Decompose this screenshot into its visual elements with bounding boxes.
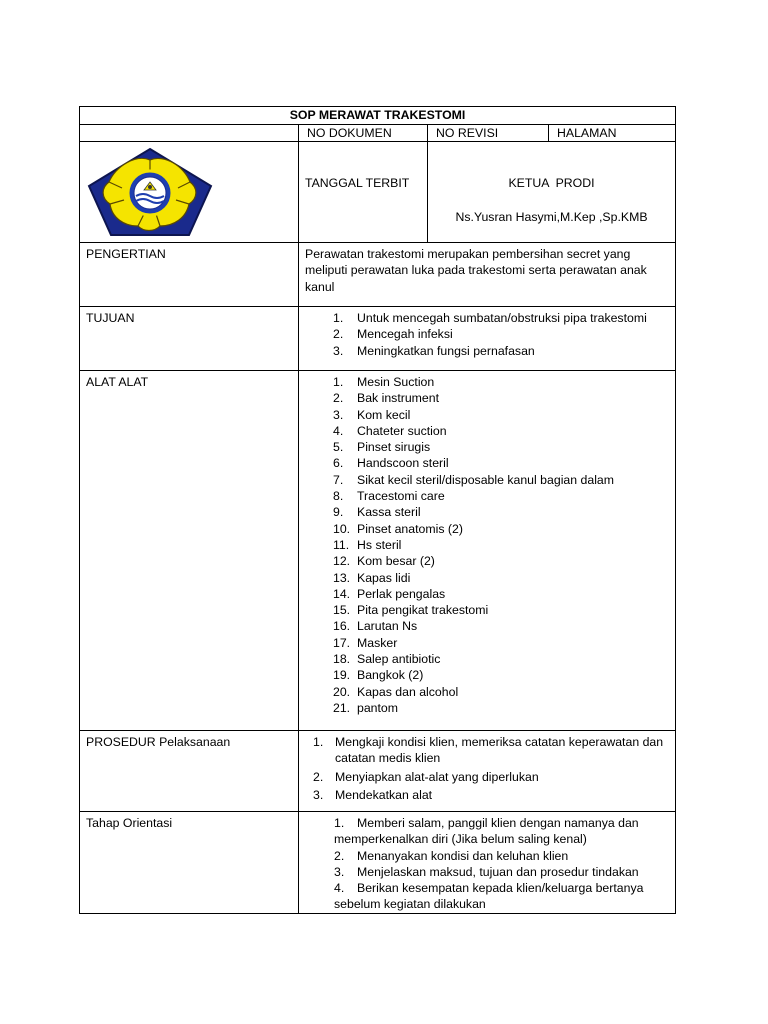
sop-table (79, 106, 676, 914)
alat-list (305, 374, 669, 716)
list-item: 4. Berikan kesempatan kepada klien/keluarga bertanya sebelum kegiatan dilakukan (334, 881, 644, 912)
list-item: 4. Chateter suction (333, 423, 447, 438)
list-item: 10. Pinset anatomis (2) (333, 521, 463, 536)
list-item: 1. Untuk mencegah sumbatan/obstruksi pipa trakestomi (333, 311, 647, 325)
pengertian-text: Perawatan trakestomi merupakan pembersihan secret yang meliputi perawatan luka pada trakestomi serta perawatan anak kanul (299, 243, 676, 307)
halaman-label: HALAMAN (549, 125, 676, 142)
empty-header-cell (80, 125, 299, 142)
list-item: 20. Kapas dan alcohol (333, 684, 459, 699)
tujuan-content (299, 307, 676, 371)
logo-cell (80, 142, 299, 243)
list-item: 2. Mencegah infeksi (333, 327, 453, 342)
orientasi-content (299, 812, 676, 914)
list-item: 1. Mengkaji kondisi klien, memeriksa catatan keperawatan dan catatan medis klien (313, 735, 664, 766)
list-item: 7. Sikat kecil steril/disposable kanul bagian dalam (333, 472, 615, 487)
alat-label: ALAT ALAT (80, 371, 299, 731)
prosedur-content (299, 731, 676, 812)
alat-content (299, 371, 676, 731)
ketua-prodi-cell (428, 142, 676, 243)
list-item: 3. Menjelaskan maksud, tujuan dan prosedur tindakan (334, 864, 639, 879)
pengertian-label: PENGERTIAN (80, 243, 299, 307)
list-item: 21. pantom (333, 700, 399, 715)
ketua-prodi-label: KETUA PRODI (508, 176, 595, 190)
list-item: 6. Handscoon steril (333, 456, 449, 471)
list-item: 16. Larutan Ns (333, 619, 418, 634)
list-item: 11. Hs steril (333, 537, 402, 552)
list-item: 18. Salep antibiotic (333, 652, 441, 667)
document-title: SOP MERAWAT TRAKESTOMI (80, 107, 676, 125)
list-item: 1. Mesin Suction (333, 375, 435, 389)
no-revisi-label: NO REVISI (428, 125, 549, 142)
list-item: 13. Kapas lidi (333, 570, 411, 585)
list-item: 5. Pinset sirugis (333, 440, 431, 455)
ketua-prodi-name: Ns.Yusran Hasymi,M.Kep ,Sp.KMB (455, 210, 648, 225)
list-item: 14. Perlak pengalas (333, 586, 446, 601)
list-item: 1. Memberi salam, panggil klien dengan namanya dan memperkenalkan diri (Jika belum saling kenal) (334, 816, 639, 847)
institution-logo (86, 146, 214, 238)
list-item: 8. Tracestomi care (333, 489, 445, 504)
list-item: 15. Pita pengikat trakestomi (333, 603, 489, 618)
list-item: 3. Mendekatkan alat (313, 787, 433, 802)
list-item: 19. Bangkok (2) (333, 668, 424, 683)
list-item: 2. Bak instrument (333, 391, 440, 406)
tanggal-terbit-label: TANGGAL TERBIT (299, 142, 428, 243)
list-item: 17. Masker (333, 635, 398, 650)
prosedur-label: PROSEDUR Pelaksanaan (80, 731, 299, 812)
orientasi-label: Tahap Orientasi (80, 812, 299, 914)
orientasi-list (305, 815, 669, 913)
tujuan-list (305, 310, 669, 359)
list-item: 9. Kassa steril (333, 505, 421, 520)
list-item: 3. Meningkatkan fungsi pernafasan (333, 343, 535, 358)
no-dokumen-label: NO DOKUMEN (299, 125, 428, 142)
prosedur-list (305, 734, 669, 803)
list-item: 12. Kom besar (2) (333, 554, 435, 569)
tujuan-label: TUJUAN (80, 307, 299, 371)
list-item: 2. Menanyakan kondisi dan keluhan klien (334, 848, 569, 863)
list-item: 3. Kom kecil (333, 407, 411, 422)
list-item: 2. Menyiapkan alat-alat yang diperlukan (313, 769, 539, 784)
